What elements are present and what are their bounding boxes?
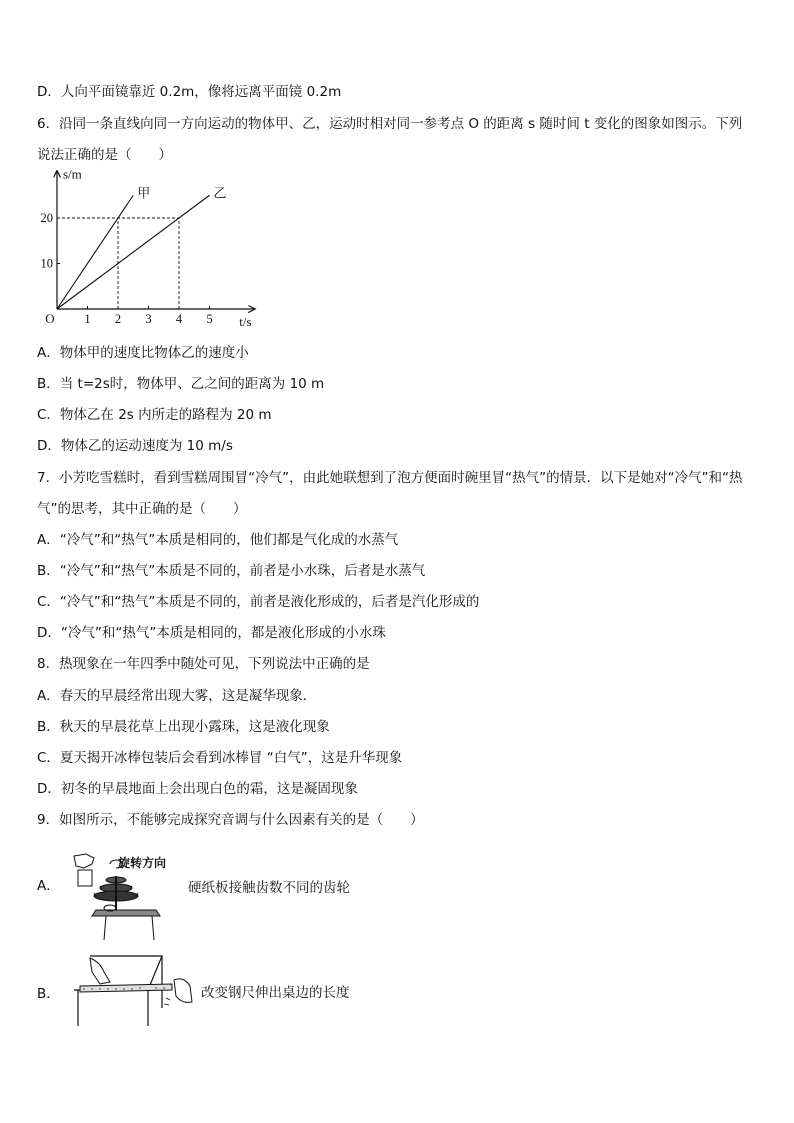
series-line-yi <box>57 195 210 309</box>
q7-option-b: B．“冷气”和“热气”本质是不同的，前者是小水珠，后者是水蒸气 <box>37 563 426 579</box>
q8-option-b: B．秋天的早晨花草上出现小露珠，这是液化现象 <box>37 719 330 735</box>
question-7-stem: 7．小芳吃雪糕时，看到雪糕周围冒“冷气”，由此她联想到了泡方便面时碗里冒“热气”的情景．以下是她对“冷气”和“热 <box>37 470 743 486</box>
figure-a-caption: 硬纸板接触齿数不同的齿轮 <box>188 880 350 896</box>
option-d-q5: D．人向平面镜靠近 0.2m，像将远离平面镜 0.2m <box>37 84 342 100</box>
question-8-stem: 8．热现象在一年四季中随处可见，下列说法中正确的是 <box>37 656 370 672</box>
q8-option-d: D．初冬的早晨地面上会出现白色的霜，这是凝固现象 <box>37 781 358 797</box>
series-label: 乙 <box>213 186 227 202</box>
x-tick-label: 2 <box>114 312 122 326</box>
question-9-stem: 9．如图所示，不能够完成探究音调与什么因素有关的是（ ） <box>37 812 424 828</box>
y-axis-label: s/m <box>63 170 82 182</box>
cardboard-icon <box>78 870 92 886</box>
pressing-hand-icon <box>90 958 110 984</box>
origin-label: O <box>45 311 55 326</box>
question-7-stem-cont: 气”的思考，其中正确的是（ ） <box>37 501 247 517</box>
ruler-experiment-figure <box>70 952 200 1030</box>
q8-option-c: C．夏天揭开冰棒包装后会看到冰棒冒 “白气”，这是升华现象 <box>37 750 403 766</box>
x-axis-label: t/s <box>239 314 252 329</box>
gear-experiment-figure <box>66 850 166 942</box>
q7-option-d: D．“冷气”和“热气”本质是相同的，都是液化形成的小水珠 <box>37 625 386 641</box>
q6-option-a: A．物体甲的速度比物体乙的速度小 <box>37 345 249 361</box>
question-6-stem: 6．沿同一条直线向同一方向运动的物体甲、乙，运动时相对同一参考点 O 的距离 s 随时间 t 变化的图象如图示。下列 <box>37 116 743 132</box>
q8-option-a: A．春天的早晨经常出现大雾，这是凝华现象． <box>37 688 317 704</box>
q9-option-a-letter: A． <box>37 878 60 894</box>
series-label: 甲 <box>137 186 151 202</box>
q6-option-c: C．物体乙在 2s 内所走的路程为 20 m <box>37 407 272 423</box>
q7-option-c: C．“冷气”和“热气”本质是不同的，前者是液化形成的，后者是汽化形成的 <box>37 594 480 610</box>
s-t-graph <box>38 170 268 330</box>
x-tick-label: 3 <box>145 312 152 326</box>
y-tick-label: 10 <box>40 256 53 271</box>
hand-icon <box>74 854 94 868</box>
q6-option-b: B．当 t=2s时，物体甲、乙之间的距离为 10 m <box>37 376 325 392</box>
steel-ruler-icon <box>80 984 172 992</box>
y-tick-label: 20 <box>40 211 53 225</box>
series-line-jia <box>57 195 133 309</box>
q6-option-d: D．物体乙的运动速度为 10 m/s <box>37 438 233 454</box>
question-6-stem-cont: 说法正确的是（ ） <box>37 147 172 163</box>
x-tick-label: 1 <box>84 312 91 326</box>
q9-option-b-letter: B． <box>37 986 60 1002</box>
q7-option-a: A．“冷气”和“热气”本质是相同的，他们都是气化成的水蒸气 <box>37 532 399 548</box>
rotation-direction-label: 旋转方向 <box>118 856 166 870</box>
x-tick-label: 5 <box>206 312 213 326</box>
x-tick-label: 4 <box>175 312 183 326</box>
figure-b-caption: 改变钢尺伸出桌边的长度 <box>201 985 350 1001</box>
plucking-hand-icon <box>174 979 192 1003</box>
